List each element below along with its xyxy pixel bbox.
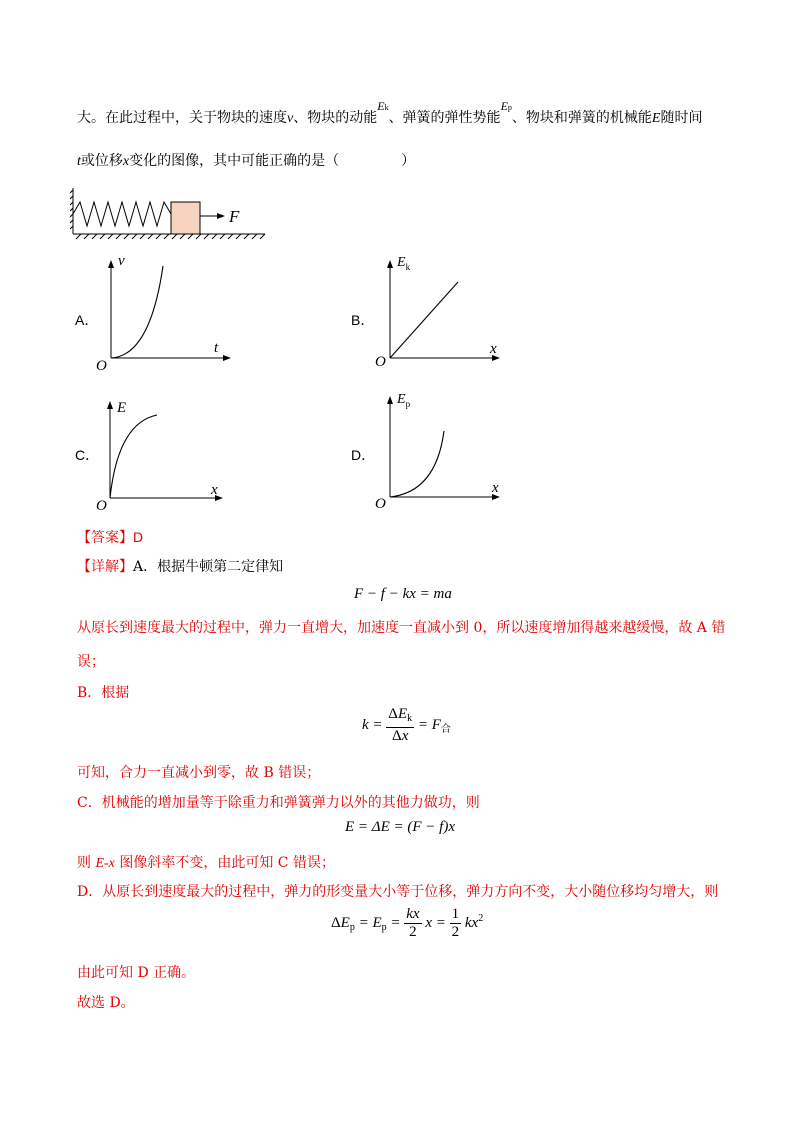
svg-text:t: t — [214, 340, 219, 356]
svg-text:O: O — [375, 354, 386, 370]
svg-text:Ep: $E_p$ — [397, 392, 411, 409]
graph-option-a[interactable] — [90, 248, 240, 373]
question-line-1: 大。在此过程中，关于物块的速度v、物块的动能Ek、弹簧的弹性势能Ep、物块和弹簧的机械能E随时间 — [77, 99, 703, 126]
curve-d — [390, 431, 444, 497]
force-label: F — [229, 207, 240, 226]
svg-text:Ek: $E_k$ — [397, 255, 411, 272]
option-a-letter[interactable]: A． — [75, 312, 99, 328]
analysis-a-line-2: 误； — [77, 654, 105, 670]
question-line-2: t或位移x变化的图像，其中可能正确的是（ ） — [77, 153, 416, 169]
analysis-c-after: 则 E-x 图像斜率不变，由此可知 C 错误； — [77, 855, 335, 871]
option-d-letter[interactable]: D． — [351, 447, 376, 463]
analysis-a-intro: 【详解】A．根据牛顿第二定律知 — [77, 559, 284, 575]
option-c-letter[interactable]: C． — [75, 447, 100, 463]
spring-block-figure — [70, 186, 270, 242]
graph-option-b[interactable] — [370, 248, 520, 373]
graph-option-c[interactable] — [90, 390, 240, 515]
line-b — [390, 282, 458, 358]
analysis-a-line-1: 从原长到速度最大的过程中，弹力一直增大，加速度一直减小到 0，所以速度增加得越来越缓慢，故 A 错 — [77, 620, 726, 636]
svg-text:O: O — [96, 358, 107, 373]
svg-text:x: x — [492, 480, 499, 496]
analysis-c-intro: C．机械能的增加量等于除重力和弹簧弹力以外的其他力做功，则 — [77, 795, 480, 811]
curve-c — [110, 415, 157, 498]
svg-text:E: E — [117, 400, 127, 416]
analysis-conclusion: 故选 D。 — [77, 995, 135, 1011]
curve-a — [111, 266, 163, 358]
option-b-letter[interactable]: B． — [351, 312, 375, 328]
analysis-b-intro: B．根据 — [77, 685, 130, 701]
answer-line: 【答案】D — [77, 529, 144, 546]
equation-potential: $\Delta E_p = E_p$ = $\frac{kx}{2}$ x = $\frac{1}{2}$ $kx^2$ — [331, 906, 484, 940]
analysis-b-after: 可知，合力一直减小到零，故 B 错误； — [77, 765, 321, 781]
graph-option-d[interactable] — [370, 386, 520, 511]
analysis-d-after: 由此可知 D 正确。 — [77, 965, 196, 981]
svg-text:x: x — [211, 482, 218, 498]
svg-text:O: O — [375, 496, 386, 511]
equation-mech-energy: E = ΔE = (F − f)x — [345, 819, 455, 835]
svg-text:v: v — [118, 253, 125, 269]
svg-text:O: O — [96, 498, 107, 514]
equation-slope: k = $\frac{\Delta E_k}{\Delta x}$ = $F_合$ — [362, 706, 451, 744]
equation-newton: F − f − kx = ma — [354, 586, 452, 602]
block — [171, 202, 200, 234]
svg-text:x: x — [490, 341, 497, 357]
analysis-d-intro: D．从原长到速度最大的过程中，弹力的形变量大小等于位移，弹力方向不变，大小随位移均匀增大，则 — [77, 884, 719, 900]
